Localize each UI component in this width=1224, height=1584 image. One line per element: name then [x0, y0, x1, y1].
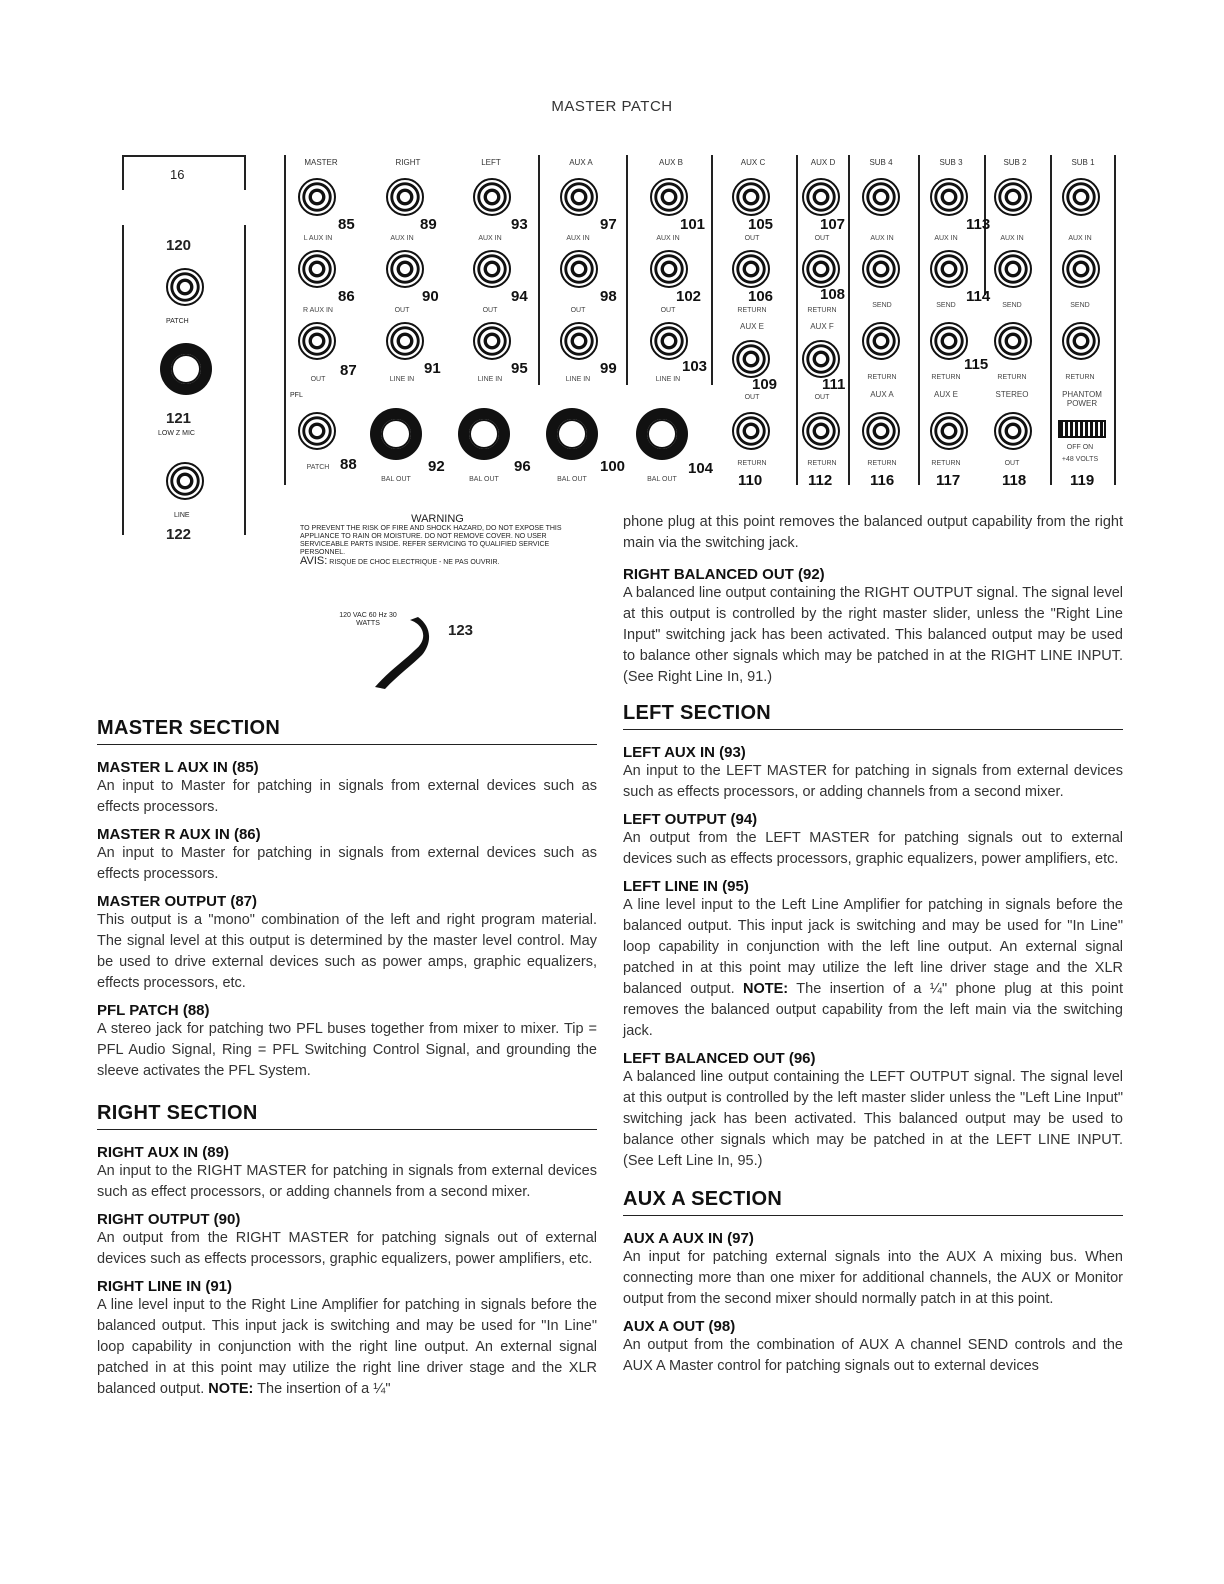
jack-label: OUT: [310, 376, 326, 383]
jack-number: 114: [966, 288, 991, 305]
jack-label: OUT: [814, 235, 830, 242]
jack-label: LINE IN: [565, 376, 591, 383]
jack-label: OUT: [482, 307, 498, 314]
jack-number: 95: [511, 360, 528, 377]
item-text: A balanced line output containing the RIGHT OUTPUT signal. The signal level at this output is controlled by the right master slider, unless the "Right Line Input" switching jack has been activated. This balanced output may be used to balance other signals which may be patched in at the RIGHT LINE INPUT. (See Right Line In, 91.): [623, 585, 1123, 685]
jack-number: 86: [338, 288, 355, 305]
phantom-power-switch[interactable]: [1058, 420, 1106, 438]
jack-number: 89: [420, 216, 437, 233]
jack-number: 111: [822, 376, 846, 393]
jack-label: RETURN: [1065, 374, 1095, 381]
jack-label: AUX IN: [870, 235, 894, 242]
jack-117-icon: [930, 412, 968, 450]
jack-102-icon: [650, 250, 688, 288]
jack-label: LINE IN: [389, 376, 415, 383]
offon-label: OFF ON: [1066, 444, 1094, 451]
jack-number: 115: [964, 356, 989, 373]
jack-88-icon: [298, 412, 336, 450]
jack-label: RETURN: [867, 460, 897, 467]
sub3-aux-in-icon: [930, 178, 968, 216]
item-text: [623, 895, 1123, 1042]
warning-block: [300, 515, 575, 567]
jack-number: 110: [738, 472, 763, 489]
jack-108-icon: [802, 250, 840, 288]
header-sub3: SUB 3: [939, 158, 963, 167]
jack-label: AUX IN: [934, 235, 958, 242]
jack-number: 107: [820, 216, 846, 233]
jack-label: AUX F: [810, 322, 834, 331]
left-text-column: [97, 705, 597, 1400]
item-heading: LEFT BALANCED OUT (96): [623, 1050, 816, 1067]
sub2-send-icon: [994, 250, 1032, 288]
jack-number-120: 120: [166, 237, 192, 254]
jack-label: STEREO: [995, 390, 1029, 399]
header-sub4: SUB 4: [869, 158, 893, 167]
jack-label: PATCH: [306, 464, 330, 471]
item-heading: AUX A AUX IN (97): [623, 1230, 754, 1247]
item-heading: MASTER L AUX IN (85): [97, 759, 259, 776]
jack-110-icon: [732, 412, 770, 450]
jack-number-123: 123: [448, 622, 474, 639]
item-heading: LEFT OUTPUT (94): [623, 811, 758, 828]
jack-label: RETURN: [867, 374, 897, 381]
item-text: An input to the LEFT MASTER for patching in signals from external devices such as effects processors, or adding channels from a second mixer.: [623, 763, 1123, 800]
patch-label: PATCH: [166, 318, 189, 325]
header-sub1: SUB 1: [1071, 158, 1095, 167]
section-heading: RIGHT SECTION: [97, 1102, 597, 1130]
jack-label: RETURN: [737, 460, 767, 467]
item-text: An input to Master for patching in signals from external devices such as effects processors.: [97, 778, 597, 815]
header-aux-d: AUX D: [810, 158, 836, 167]
jack-label: AUX IN: [1068, 235, 1092, 242]
jack-label: R AUX IN: [303, 307, 333, 314]
section-heading: LEFT SECTION: [623, 702, 1123, 730]
item-text: A stereo jack for patching two PFL buses together from mixer to mixer. Tip = PFL Audio Signal, Ring = PFL Switching Control Signal, and grounding the sleeve activates the PFL System.: [97, 1021, 597, 1079]
sub2-return-icon: [994, 322, 1032, 360]
note-label: NOTE:: [743, 981, 789, 997]
jack-label: SEND: [1070, 302, 1090, 309]
jack-label: SEND: [872, 302, 892, 309]
sub4-send-icon: [862, 250, 900, 288]
jack-label: BAL OUT: [469, 476, 499, 483]
item-heading: MASTER OUTPUT (87): [97, 893, 258, 910]
jack-label: OUT: [394, 307, 410, 314]
jack-label: LINE IN: [477, 376, 503, 383]
jack-label: AUX IN: [390, 235, 414, 242]
item-text-part: A line level input to the Left Line Amplifier for patching in signals before the balanced output. This input jack is switching and may be used for "In Line" loop capability in conjunction with the left line output. An external signal patched in at this point may utilize the left line driver stage and the XLR balanced output.: [623, 897, 1123, 997]
item-heading: RIGHT BALANCED OUT (92): [623, 566, 825, 583]
jack-label: AUX E: [933, 390, 958, 399]
jack-number: 104: [688, 460, 714, 477]
jack-label: RETURN: [807, 307, 837, 314]
jack-label: OUT: [744, 235, 760, 242]
jack-87-icon: [298, 322, 336, 360]
jack-number-121: 121: [166, 410, 192, 427]
sub4-aux-in-icon: [862, 178, 900, 216]
item-text-part: The insertion of a ¼" phone plug at this point removes the balanced output capability from the left main via the switching jack.: [623, 981, 1123, 1039]
jack-111-icon: [802, 340, 840, 378]
jack-109-icon: [732, 340, 770, 378]
jack-number: 103: [682, 358, 708, 375]
jack-99-icon: [560, 322, 598, 360]
patch-jack-icon: [166, 268, 204, 306]
jack-112-icon: [802, 412, 840, 450]
xlr-100-icon: [546, 408, 598, 460]
jack-number: 106: [748, 288, 774, 305]
jack-number: 100: [600, 458, 626, 475]
jack-label: OUT: [570, 307, 586, 314]
jack-label: OUT: [744, 394, 760, 401]
header-left: LEFT: [481, 158, 501, 167]
item-heading: RIGHT AUX IN (89): [97, 1144, 229, 1161]
right-text-column: [623, 512, 1123, 1377]
jack-number: 118: [1002, 472, 1027, 489]
jack-90-icon: [386, 250, 424, 288]
jack-94-icon: [473, 250, 511, 288]
jack-label: OUT: [660, 307, 676, 314]
item-text: An output from the RIGHT MASTER for patching signals out of external devices such as effects processors, graphic equalizers, power amplifiers, etc.: [97, 1230, 597, 1267]
item-heading: AUX A OUT (98): [623, 1318, 736, 1335]
header-right: RIGHT: [395, 158, 421, 167]
jack-label: LINE IN: [655, 376, 681, 383]
jack-label: SEND: [936, 302, 956, 309]
jack-116-icon: [862, 412, 900, 450]
jack-118-icon: [994, 412, 1032, 450]
item-heading: PFL PATCH (88): [97, 1002, 210, 1019]
jack-95-icon: [473, 322, 511, 360]
item-heading: MASTER R AUX IN (86): [97, 826, 261, 843]
header-aux-b: AUX B: [658, 158, 683, 167]
jack-number: 87: [340, 362, 357, 379]
jack-label: RETURN: [931, 374, 961, 381]
jack-label: RETURN: [737, 307, 767, 314]
jack-number: 99: [600, 360, 617, 377]
item-text: An input to Master for patching in signals from external devices such as effects processors.: [97, 845, 597, 882]
sub3-return-icon: [930, 322, 968, 360]
jack-label: OUT: [814, 394, 830, 401]
phantom-label: PHANTOM POWER: [1062, 390, 1102, 408]
jack-number: 96: [514, 458, 531, 475]
jack-number: 105: [748, 216, 774, 233]
jack-86-icon: [298, 250, 336, 288]
mic-xlr-icon: [160, 343, 212, 395]
jack-number: 97: [600, 216, 617, 233]
jack-number: 108: [820, 286, 846, 303]
jack-number: 102: [676, 288, 702, 305]
jack-107-icon: [802, 178, 840, 216]
line-label: LINE: [174, 512, 190, 519]
jack-number: 117: [936, 472, 961, 489]
jack-number: 88: [340, 456, 357, 473]
sub3-send-icon: [930, 250, 968, 288]
jack-number: 93: [511, 216, 528, 233]
header-master: MASTER: [304, 158, 338, 167]
jack-number-122: 122: [166, 526, 192, 543]
header-sub2: SUB 2: [1003, 158, 1027, 167]
item-text-part: The insertion of a ¼": [257, 1381, 391, 1397]
xlr-92-icon: [370, 408, 422, 460]
power-cord-icon: [370, 615, 440, 690]
sub1-aux-in-icon: [1062, 178, 1100, 216]
warning-text: TO PREVENT THE RISK OF FIRE AND SHOCK HAZARD, DO NOT EXPOSE THIS APPLIANCE TO RAIN OR MOISTURE. DO NOT REMOVE COVER. NO USER SERVICEABLE PARTS INSIDE. REFER SERVICING TO QUALIFIED SERVICE PERSONNEL.: [300, 525, 562, 556]
jack-101-icon: [650, 178, 688, 216]
item-heading: LEFT AUX IN (93): [623, 744, 746, 761]
sub1-return-icon: [1062, 322, 1100, 360]
jack-105-icon: [732, 178, 770, 216]
warning-title: WARNING: [411, 513, 464, 525]
jack-label: AUX IN: [478, 235, 502, 242]
jack-number: 109: [752, 376, 778, 393]
xlr-96-icon: [458, 408, 510, 460]
jack-number: 90: [422, 288, 439, 305]
jack-label: BAL OUT: [381, 476, 411, 483]
jack-91-icon: [386, 322, 424, 360]
jack-93-icon: [473, 178, 511, 216]
jack-label: BAL OUT: [647, 476, 677, 483]
line-jack-icon: [166, 462, 204, 500]
item-text: An output from the LEFT MASTER for patching signals out to external devices such as effects processors, graphic equalizers, power amplifiers, etc.: [623, 830, 1123, 867]
item-text-part: A line level input to the Right Line Amplifier for patching in signals before the balanced output. This input jack is switching and may be used for "In Line" loop capability in conjunction with the right line output. An external signal patched in at this point may utilize the right line driver stage and the XLR balanced output.: [97, 1297, 597, 1397]
jack-106-icon: [732, 250, 770, 288]
jack-label: AUX IN: [656, 235, 680, 242]
jack-label: RETURN: [997, 374, 1027, 381]
note-label: NOTE:: [208, 1381, 254, 1397]
jack-label: AUX A: [870, 390, 894, 399]
item-text: This output is a "mono" combination of the left and right program material. The signal level at this output is determined by the master level control. May be used to drive external devices such as power amps, graphic equalizers, effects processors, etc.: [97, 912, 597, 991]
jack-label: RETURN: [931, 460, 961, 467]
item-text: [97, 1295, 597, 1400]
pfl-label: PFL: [290, 392, 303, 399]
channel-number: 16: [170, 167, 185, 182]
jack-number: 85: [338, 216, 355, 233]
section-heading: MASTER SECTION: [97, 717, 597, 745]
jack-98-icon: [560, 250, 598, 288]
section-heading: AUX A SECTION: [623, 1188, 1123, 1216]
jack-label: AUX IN: [566, 235, 590, 242]
jack-number: 113: [966, 216, 991, 233]
item-text: An output from the combination of AUX A channel SEND controls and the AUX A Master control for patching signals out to external devices: [623, 1337, 1123, 1374]
sub1-send-icon: [1062, 250, 1100, 288]
jack-89-icon: [386, 178, 424, 216]
item-text: An input to the RIGHT MASTER for patching in signals from external devices such as effect processors, or adding channels from a second mixer.: [97, 1163, 597, 1200]
item-heading: LEFT LINE IN (95): [623, 878, 749, 895]
jack-number: 112: [808, 472, 833, 489]
header-aux-c: AUX C: [740, 158, 766, 167]
item-heading: RIGHT OUTPUT (90): [97, 1211, 241, 1228]
item-text: An input for patching external signals into the AUX A mixing bus. When connecting more than one mixer for additional channels, the AUX or Monitor output from the second mixer should normally patch in at this point.: [623, 1249, 1123, 1307]
jack-number: 92: [428, 458, 445, 475]
jack-number: 94: [511, 288, 528, 305]
jack-85-icon: [298, 178, 336, 216]
jack-label: L AUX IN: [303, 235, 333, 242]
sub4-return-icon: [862, 322, 900, 360]
avis-text: RISQUE DE CHOC ELECTRIQUE - NE PAS OUVRIR.: [329, 559, 500, 566]
volts-label: +48 VOLTS: [1061, 456, 1099, 463]
jack-label: OUT: [1004, 460, 1020, 467]
jack-number: 119: [1070, 472, 1095, 489]
jack-label: SEND: [1002, 302, 1022, 309]
jack-97-icon: [560, 178, 598, 216]
header-aux-a: AUX A: [569, 158, 593, 167]
avis-label: AVIS:: [300, 555, 328, 567]
item-heading: RIGHT LINE IN (91): [97, 1278, 233, 1295]
item-text: A balanced line output containing the LEFT OUTPUT signal. The signal level at this output is controlled by the left master slider unless the "Left Line Input" switching jack has been activated. This balanced output may be used to balance other signals which may be patched in at the LEFT LINE INPUT. (See Left Line In, 95.): [623, 1069, 1123, 1169]
page-title: MASTER PATCH: [551, 98, 673, 115]
xlr-104-icon: [636, 408, 688, 460]
jack-label: AUX IN: [1000, 235, 1024, 242]
jack-103-icon: [650, 322, 688, 360]
jack-number: 91: [424, 360, 441, 377]
jack-label: RETURN: [807, 460, 837, 467]
lowz-label: LOW Z MIC: [158, 430, 195, 437]
item-text: phone plug at this point removes the balanced output capability from the right main via the switching jack.: [623, 514, 1123, 551]
jack-label: AUX E: [739, 322, 764, 331]
power-spec: 120 VAC 60 Hz 30 WATTS: [339, 612, 397, 627]
jack-number: 101: [680, 216, 706, 233]
sub2-aux-in-icon: [994, 178, 1032, 216]
jack-number: 116: [870, 472, 895, 489]
jack-number: 98: [600, 288, 617, 305]
jack-label: BAL OUT: [557, 476, 587, 483]
